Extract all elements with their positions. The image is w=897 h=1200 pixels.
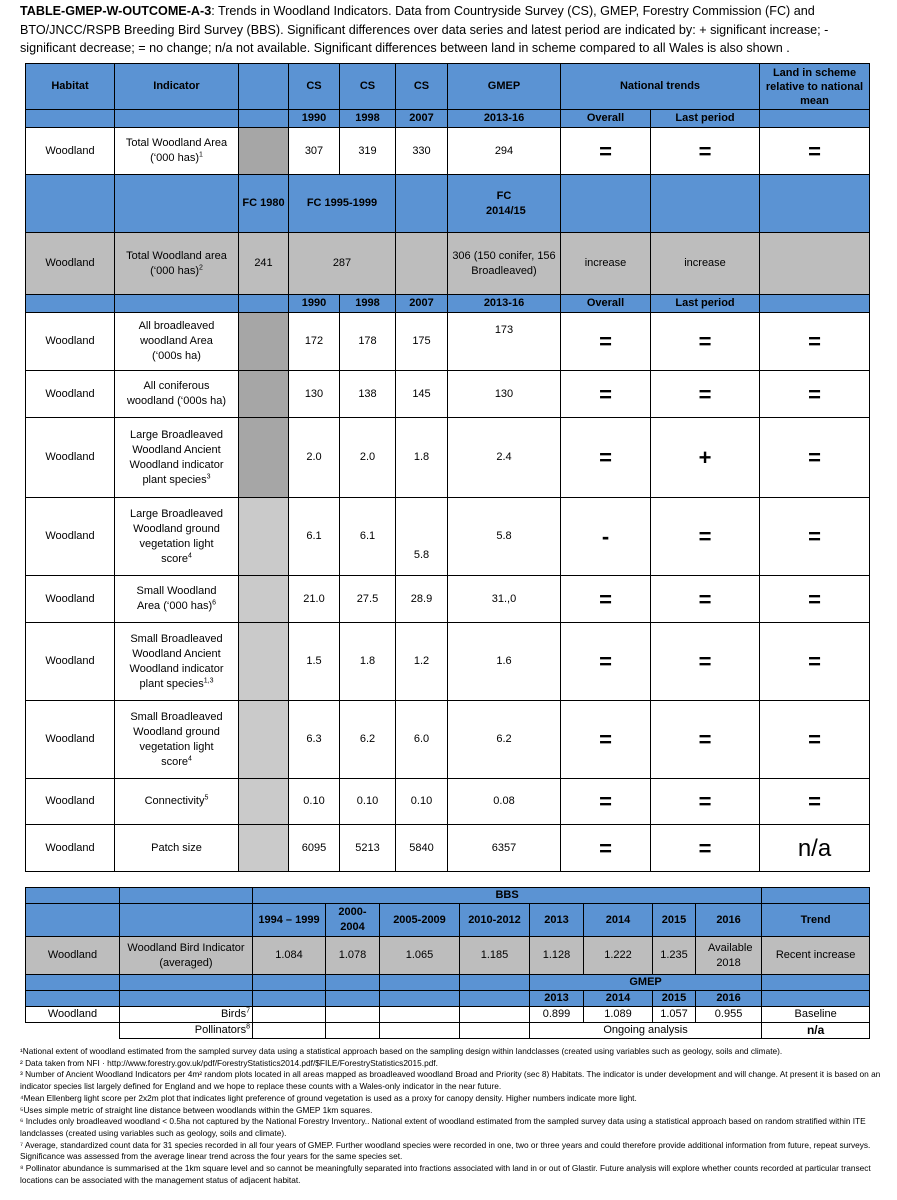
footnote: ¹National extent of woodland estimated from the sampled survey data using a statistical approach based on the sampling design within landclasses (created using variables such as geology, soils and climate). <box>20 1046 783 1056</box>
fc-header-row <box>26 175 870 233</box>
value-cell: 2.0 <box>340 418 396 498</box>
year-cell: 2007 <box>396 295 448 313</box>
trend-overall: = <box>561 623 651 701</box>
trend-overall: = <box>561 128 651 175</box>
value-cell: 5213 <box>340 825 396 872</box>
trend-land: = <box>760 418 870 498</box>
value-cell: 1.057 <box>653 1007 696 1023</box>
indicator-cell: Small Broadleaved Woodland ground vegetation light score$^4$ <box>115 701 239 779</box>
habitat-cell: Woodland <box>26 1007 120 1023</box>
shade-cell <box>239 825 289 872</box>
trend-last: = <box>651 498 760 576</box>
habitat-cell: Woodland <box>26 233 115 295</box>
value-cell: 1.8 <box>396 418 448 498</box>
value-cell: 5.8 <box>448 498 561 576</box>
value-cell: 5.8 <box>396 498 448 576</box>
value-cell: 1.089 <box>584 1007 653 1023</box>
trend-overall: = <box>561 779 651 825</box>
trend-last: = <box>651 128 760 175</box>
value-cell: 145 <box>396 371 448 418</box>
trend-overall: increase <box>561 233 651 295</box>
value-cell: 1.185 <box>460 937 530 975</box>
habitat-header: Habitat <box>26 64 115 110</box>
gmep-years-row <box>26 991 870 1007</box>
table-row <box>26 498 870 576</box>
trend-land: = <box>760 128 870 175</box>
gmep-header: GMEP <box>530 975 762 991</box>
indicator-cell: Total Woodland Area (‘000 has)$^1$ <box>115 128 239 175</box>
national-trends-header: National trends <box>561 64 760 110</box>
year-cell: 2005-2009 <box>380 904 460 937</box>
table-row <box>26 701 870 779</box>
table-row <box>26 1023 870 1039</box>
year-cell: 2014 <box>584 991 653 1007</box>
trend-overall: = <box>561 313 651 371</box>
shade-cell <box>239 779 289 825</box>
habitat-cell: Woodland <box>26 313 115 371</box>
bbs-table <box>25 887 870 1039</box>
value-cell: 294 <box>448 128 561 175</box>
habitat-cell: Woodland <box>26 825 115 872</box>
habitat-cell: Woodland <box>26 498 115 576</box>
year-cell: 2015 <box>653 904 696 937</box>
trend-last: increase <box>651 233 760 295</box>
table-row <box>26 779 870 825</box>
year-cell: 2010-2012 <box>460 904 530 937</box>
bbs-header-row <box>26 888 870 904</box>
value-cell: 6.3 <box>289 701 340 779</box>
habitat-cell: Woodland <box>26 576 115 623</box>
indicator-cell: Total Woodland area (‘000 has)$^2$ <box>115 233 239 295</box>
value-cell: 1.222 <box>584 937 653 975</box>
value-cell: 307 <box>289 128 340 175</box>
value-cell: 0.10 <box>289 779 340 825</box>
trend-last: = <box>651 779 760 825</box>
trend-cell: Baseline <box>762 1007 870 1023</box>
trend-overall: = <box>561 576 651 623</box>
value-cell: 28.9 <box>396 576 448 623</box>
year-cell: 2016 <box>696 904 762 937</box>
indicator-cell: All broadleaved woodland Area (‘000s ha) <box>115 313 239 371</box>
value-cell: 6.2 <box>340 701 396 779</box>
blank-header <box>239 64 289 110</box>
trend-last: = <box>651 313 760 371</box>
fc-header: FC 2014/15 <box>448 175 561 233</box>
value-cell: 175 <box>396 313 448 371</box>
indicator-cell: Large Broadleaved Woodland Ancient Woodland indicator plant species$^3$ <box>115 418 239 498</box>
value-cell: 0.10 <box>340 779 396 825</box>
value-cell: 0.955 <box>696 1007 762 1023</box>
table-id: TABLE-GMEP-W-OUTCOME-A-3 <box>20 4 212 18</box>
indicator-cell: Woodland Bird Indicator (averaged) <box>120 937 253 975</box>
gmep-header: GMEP <box>448 64 561 110</box>
value-cell: 1.6 <box>448 623 561 701</box>
value-cell: 287 <box>289 233 396 295</box>
years-row <box>26 110 870 128</box>
trend-overall: - <box>561 498 651 576</box>
trend-land: = <box>760 371 870 418</box>
year-cell: 1990 <box>289 110 340 128</box>
year-cell: 1990 <box>289 295 340 313</box>
value-cell: 306 (150 conifer, 156 Broadleaved) <box>448 233 561 295</box>
indicator-header: Indicator <box>115 64 239 110</box>
trend-last: = <box>651 623 760 701</box>
year-cell: 2013 <box>530 904 584 937</box>
table-row <box>26 937 870 975</box>
trend-land: = <box>760 576 870 623</box>
value-cell: 1.084 <box>253 937 326 975</box>
value-cell: 1.235 <box>653 937 696 975</box>
habitat-cell: Woodland <box>26 128 115 175</box>
trend-land: = <box>760 779 870 825</box>
trend-overall: = <box>561 418 651 498</box>
value-cell: 6.2 <box>448 701 561 779</box>
value-cell: 0.10 <box>396 779 448 825</box>
value-cell: 6357 <box>448 825 561 872</box>
shade-cell <box>239 371 289 418</box>
value-cell: 130 <box>448 371 561 418</box>
table-row <box>26 233 870 295</box>
value-cell: 178 <box>340 313 396 371</box>
value-cell: 319 <box>340 128 396 175</box>
year-cell: 2015 <box>653 991 696 1007</box>
main-table <box>25 63 870 872</box>
table-row <box>26 623 870 701</box>
shade-cell <box>239 313 289 371</box>
header-row <box>26 64 870 110</box>
table-row <box>26 128 870 175</box>
cs-header: CS <box>396 64 448 110</box>
trend-overall: = <box>561 701 651 779</box>
trend-last: = <box>651 701 760 779</box>
year-cell: 2013-16 <box>448 295 561 313</box>
shade-cell <box>239 576 289 623</box>
footnote: ⁸ Pollinator abundance is summarised at the 1km square level and so cannot be meaningfully separated into fractions associated with land in or out of Glastir. Future analysis will explore whether counts recorded at particular transect locations can be associated with the management status of adjacent habitat. <box>20 1163 871 1185</box>
value-cell: 0.899 <box>530 1007 584 1023</box>
table-row <box>26 418 870 498</box>
overall-header: Overall <box>561 110 651 128</box>
value-cell: 1.8 <box>340 623 396 701</box>
footnotes <box>20 1046 882 1186</box>
table-row <box>26 371 870 418</box>
value-cell: 6095 <box>289 825 340 872</box>
value-cell: 173 <box>448 313 561 371</box>
value-cell: 130 <box>289 371 340 418</box>
gmep-header-row <box>26 975 870 991</box>
trend-land: = <box>760 498 870 576</box>
last-period-header: Last period <box>651 110 760 128</box>
year-cell: 2007 <box>396 110 448 128</box>
value-cell: 6.1 <box>340 498 396 576</box>
indicator-cell: Pollinators$^8$ <box>120 1023 253 1039</box>
analysis-cell: Ongoing analysis <box>530 1023 762 1039</box>
cs-header: CS <box>289 64 340 110</box>
habitat-cell: Woodland <box>26 623 115 701</box>
year-cell: 1998 <box>340 295 396 313</box>
indicator-cell: Birds$^7$ <box>120 1007 253 1023</box>
habitat-cell: Woodland <box>26 371 115 418</box>
habitat-cell: Woodland <box>26 418 115 498</box>
footnote: ⁴Mean Ellenberg light score per 2x2m plot that indicates light preference of ground vegetation is used as a proxy for canopy density. Higher numbers indicate more light. <box>20 1092 637 1103</box>
cs-header: CS <box>340 64 396 110</box>
trend-last: + <box>651 418 760 498</box>
value-cell: 0.08 <box>448 779 561 825</box>
year-cell: 2013-16 <box>448 110 561 128</box>
shade-cell <box>239 623 289 701</box>
value-cell: 172 <box>289 313 340 371</box>
value-cell: Available 2018 <box>696 937 762 975</box>
indicator-cell: Connectivity$^5$ <box>115 779 239 825</box>
year-cell: 2000-2004 <box>326 904 380 937</box>
value-cell: 5840 <box>396 825 448 872</box>
fc-header: FC 1980 <box>239 175 289 233</box>
bbs-header: BBS <box>253 888 762 904</box>
trend-last: = <box>651 825 760 872</box>
trend-last: = <box>651 371 760 418</box>
value-cell: 6.1 <box>289 498 340 576</box>
table-row <box>26 576 870 623</box>
bbs-years-row <box>26 904 870 937</box>
indicator-cell: Patch size <box>115 825 239 872</box>
value-cell: 6.0 <box>396 701 448 779</box>
value-cell: 1.078 <box>326 937 380 975</box>
table-caption: : Trends in Woodland Indicators. Data from Countryside Survey (CS), GMEP, Forestry Commission (FC) and BTO/JNCC/RSPB Breeding Bird Survey (BBS). Significant differences over data series and latest period are indicated by: + significant increase; - significant decrease; = no change; n/a not available. Significant differences between land in scheme compared to all Wales is also shown . <box>20 4 829 55</box>
year-cell: 2016 <box>696 991 762 1007</box>
indicator-cell: Small Woodland Area (‘000 has)$^6$ <box>115 576 239 623</box>
value-cell: 27.5 <box>340 576 396 623</box>
value-cell: 330 <box>396 128 448 175</box>
overall-header: Overall <box>561 295 651 313</box>
land-in-scheme-header: Land in scheme relative to national mean <box>760 64 870 110</box>
value-cell: 1.5 <box>289 623 340 701</box>
value-cell: 2.4 <box>448 418 561 498</box>
indicator-cell: Small Broadleaved Woodland Ancient Woodland indicator plant species$^{1,3}$ <box>115 623 239 701</box>
trend-cell: n/a <box>762 1023 870 1039</box>
trend-land: = <box>760 701 870 779</box>
table-row <box>26 825 870 872</box>
footnote: ⁵Uses simple metric of straight line distance between woodlands within the GMEP 1km squares. <box>20 1104 373 1115</box>
years-row <box>26 295 870 313</box>
fc-header: FC 1995-1999 <box>289 175 396 233</box>
year-cell: 2014 <box>584 904 653 937</box>
habitat-cell: Woodland <box>26 701 115 779</box>
value-cell: 138 <box>340 371 396 418</box>
table-row <box>26 1007 870 1023</box>
value-cell: 21.0 <box>289 576 340 623</box>
trend-land: = <box>760 313 870 371</box>
value-cell: 241 <box>239 233 289 295</box>
habitat-cell: Woodland <box>26 779 115 825</box>
shade-cell <box>239 418 289 498</box>
value-cell: 2.0 <box>289 418 340 498</box>
footnote: ² Data taken from NFI · http://www.forestry.gov.uk/pdf/ForestryStatistics2014.pdf/$FILE/ForestryStatistics2015.pdf. <box>20 1057 438 1068</box>
trend-cell: Recent increase <box>762 937 870 975</box>
shade-cell <box>239 498 289 576</box>
trend-overall: = <box>561 825 651 872</box>
value-cell: 31.,0 <box>448 576 561 623</box>
year-cell: 1994 – 1999 <box>253 904 326 937</box>
trend-land: = <box>760 623 870 701</box>
table-row <box>26 313 870 371</box>
footnote: ⁷ Average, standardized count data for 31 species recorded in all four years of GMEP. Further woodland species were recorded in one, two or three years and could therefore provide additional information from future, repeat surveys. Significance was assessed from the average linear trend across the four years for the same species set. <box>20 1139 871 1162</box>
indicator-cell: All coniferous woodland (‘000s ha) <box>115 371 239 418</box>
trend-land: n/a <box>760 825 870 872</box>
last-period-header: Last period <box>651 295 760 313</box>
value-cell: 1.2 <box>396 623 448 701</box>
value-cell: 1.128 <box>530 937 584 975</box>
value-cell: 1.065 <box>380 937 460 975</box>
trend-overall: = <box>561 371 651 418</box>
trend-header: Trend <box>762 904 870 937</box>
shade-cell <box>239 701 289 779</box>
trend-last: = <box>651 576 760 623</box>
year-cell: 2013 <box>530 991 584 1007</box>
indicator-cell: Large Broadleaved Woodland ground vegetation light score$^4$ <box>115 498 239 576</box>
table-title <box>20 2 882 58</box>
habitat-cell: Woodland <box>26 937 120 975</box>
footnote: ⁶ Includes only broadleaved woodland < 0.5ha not captured by the National Forestry Inventory.. National extent of woodland estimated from the sampled survey data using a statistical approach based on random stratified within ITE landclasses (created using variables such as geology, soils and climate). <box>20 1116 866 1138</box>
year-cell: 1998 <box>340 110 396 128</box>
footnote: ³ Number of Ancient Woodland Indicators per 4m² random plots located in all areas mapped as broadleaved woodland Broad and Priority (sec 8) Habitats. The indicator is under development and will change. At present it is based on an indicator species list largely defined for England and we hope to replace these counts with a Wales-only indicator in the near future. <box>20 1069 881 1092</box>
